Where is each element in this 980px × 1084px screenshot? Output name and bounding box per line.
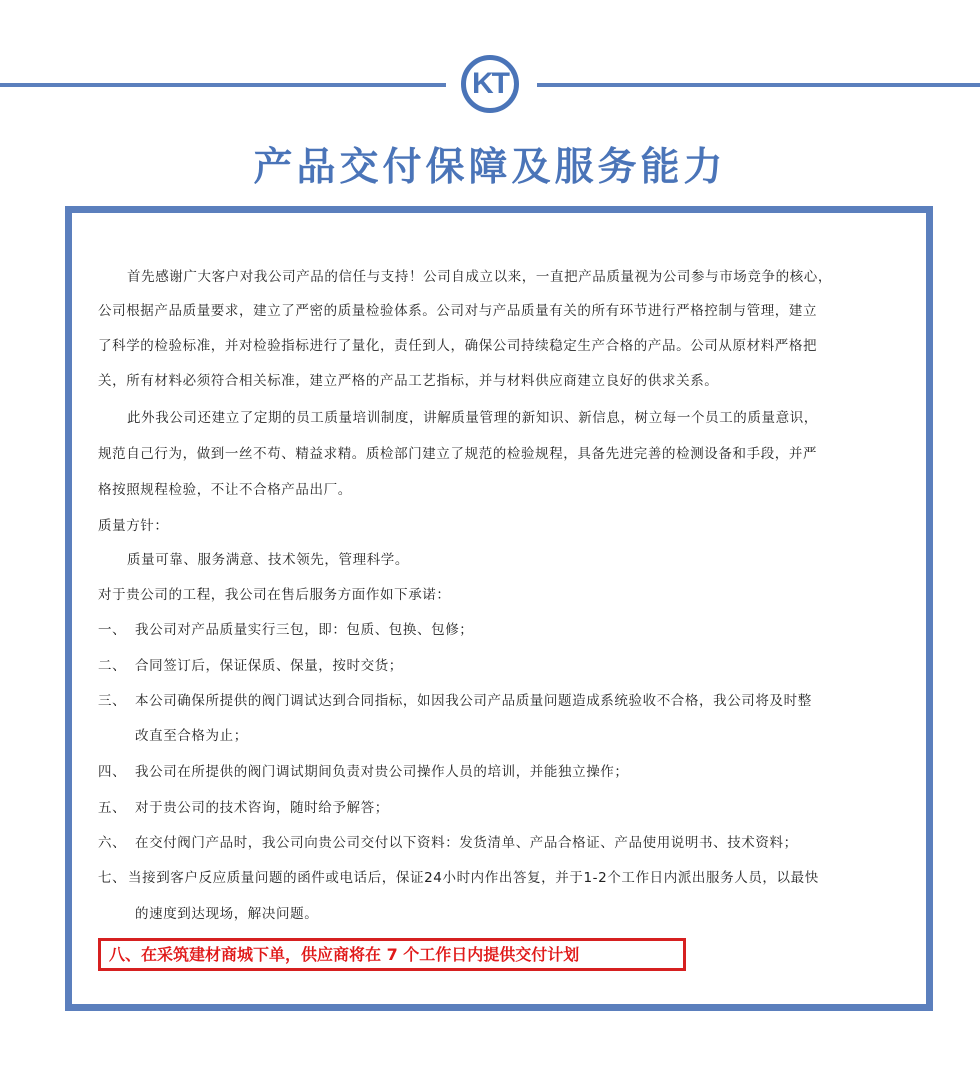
- commitment-item-3-continued: 改直至合格为止；: [135, 728, 248, 744]
- commitment-item-5: [98, 796, 952, 816]
- item-text: 我公司对产品质量实行三包，即：包质、包换、包修；: [135, 622, 474, 638]
- page-title: 产品交付保障及服务能力: [253, 145, 727, 190]
- item-text: 在交付阀门产品时，我公司向贵公司交付以下资料：发货清单、产品合格证、产品使用说明书、技术资料；: [135, 835, 798, 851]
- commitment-item-2: [98, 654, 952, 674]
- commitment-item-3: [98, 689, 952, 709]
- item-number: 四、: [98, 764, 127, 780]
- item-text: 本公司确保所提供的阀门调试达到合同指标，如因我公司产品质量问题造成系统验收不合格，我公司将及时整: [135, 693, 812, 709]
- item-text: 我公司在所提供的阀门调试期间负责对贵公司操作人员的培训，并能独立操作；: [135, 764, 629, 780]
- paragraph-1-line-3: 了科学的检验标准，并对检验指标进行了量化，责任到人，确保公司持续稳定生产合格的产品。公司从原材料严格把: [98, 338, 818, 354]
- paragraph-2-line-3: 格按照规程检验，不让不合格产品出厂。: [98, 482, 352, 498]
- policy-heading: 质量方针：: [98, 518, 169, 534]
- item-text: 对于贵公司的技术咨询，随时给予解答；: [135, 800, 389, 816]
- item-text: 合同签订后，保证保质、保量，按时交货；: [135, 658, 403, 674]
- paragraph-2-line-1: 此外我公司还建立了定期的员工质量培训制度，讲解质量管理的新知识、新信息，树立每一个员工的质量意识，: [127, 410, 818, 426]
- commitment-item-7: [98, 866, 952, 886]
- policy-text: 质量可靠、服务满意、技术领先，管理科学。: [127, 552, 409, 568]
- paragraph-1-line-1: 首先感谢广大客户对我公司产品的信任与支持！公司自成立以来，一直把产品质量视为公司参与市场竞争的核心，: [127, 269, 832, 285]
- item-text: 当接到客户反应质量问题的函件或电话后，保证24小时内作出答复，并于1-2个工作日内派出服务人员，以最快: [128, 870, 819, 886]
- commitment-item-6: [98, 831, 952, 851]
- commitment-intro: 对于贵公司的工程，我公司在售后服务方面作如下承诺：: [98, 587, 451, 603]
- kt-logo: KT: [461, 55, 519, 113]
- paragraph-1-line-4: 关，所有材料必须符合相关标准，建立严格的产品工艺指标，并与材料供应商建立良好的供求关系。: [98, 373, 719, 389]
- item-number: 六、: [98, 835, 127, 851]
- delivery-plan-highlight: 八、在采筑建材商城下单，供应商将在 7 个工作日内提供交付计划: [98, 938, 686, 971]
- paragraph-1-line-2: 公司根据产品质量要求，建立了严密的质量检验体系。公司对与产品质量有关的所有环节进行严格控制与管理，建立: [98, 303, 818, 319]
- item-number: 三、: [98, 693, 127, 709]
- paragraph-2-line-2: 规范自己行为，做到一丝不苟、精益求精。质检部门建立了规范的检验规程，具备先进完善的检测设备和手段，并严: [98, 446, 818, 462]
- commitment-item-1: [98, 618, 952, 638]
- item-number: 一、: [98, 622, 127, 638]
- item-number: 七、: [98, 870, 127, 886]
- commitment-item-7-continued: 的速度到达现场，解决问题。: [135, 906, 319, 922]
- header-divider-left: [0, 83, 446, 87]
- item-number: 二、: [98, 658, 127, 674]
- item-number: 五、: [98, 800, 127, 816]
- header-divider-right: [537, 83, 980, 87]
- document-frame: [65, 206, 933, 1011]
- commitment-item-4: [98, 760, 952, 780]
